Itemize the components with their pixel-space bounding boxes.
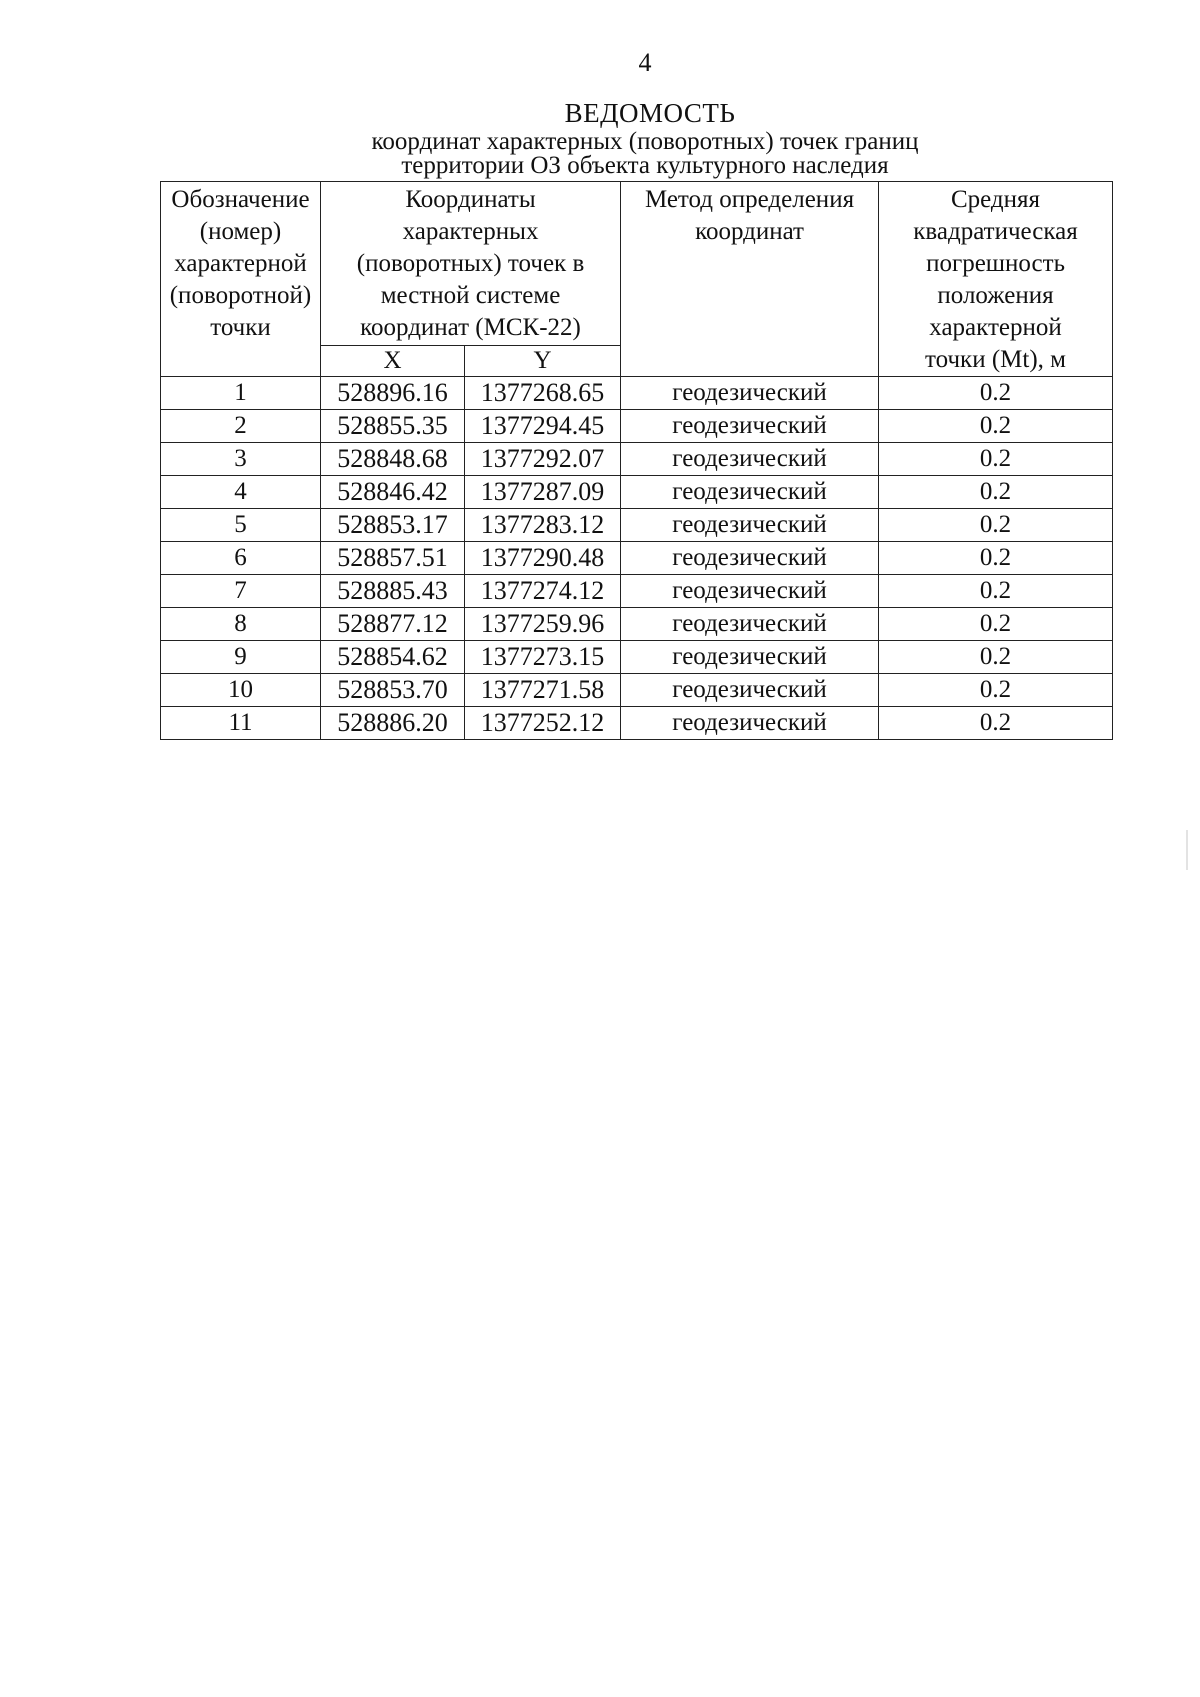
header-coordinates-line: местной системе — [380, 282, 561, 309]
header-point-line: (поворотной) — [169, 282, 312, 309]
cell-point-number: 3 — [161, 443, 321, 476]
document-subtitle-line-1: координат характерных (поворотных) точек границ — [371, 128, 919, 155]
cell-mt: 0.2 — [879, 509, 1113, 542]
cell-x: 528853.70 — [321, 674, 465, 707]
header-coordinates-line: Координаты — [405, 186, 536, 213]
header-error-line: погрешность — [926, 250, 1065, 277]
header-y: Y — [465, 346, 621, 377]
table-header-row — [161, 182, 1113, 346]
cell-x: 528853.17 — [321, 509, 465, 542]
table-row — [161, 542, 1113, 575]
cell-y: 1377259.96 — [465, 608, 621, 641]
cell-mt: 0.2 — [879, 476, 1113, 509]
header-error-line: положения — [937, 282, 1054, 309]
cell-y: 1377290.48 — [465, 542, 621, 575]
header-point-line: точки — [210, 314, 271, 341]
cell-point-number: 6 — [161, 542, 321, 575]
header-mean-square-error — [879, 182, 1113, 377]
cell-y: 1377252.12 — [465, 707, 621, 740]
cell-x: 528886.20 — [321, 707, 465, 740]
document-subtitle-line-2: территории ОЗ объекта культурного наследия — [401, 152, 889, 179]
cell-point-number: 11 — [161, 707, 321, 740]
cell-method: геодезический — [621, 674, 879, 707]
cell-mt: 0.2 — [879, 410, 1113, 443]
cell-x: 528885.43 — [321, 575, 465, 608]
cell-mt: 0.2 — [879, 707, 1113, 740]
table-row — [161, 443, 1113, 476]
header-method-line: Метод определения — [644, 186, 855, 213]
table-row — [161, 674, 1113, 707]
cell-y: 1377274.12 — [465, 575, 621, 608]
cell-y: 1377271.58 — [465, 674, 621, 707]
cell-method: геодезический — [621, 476, 879, 509]
cell-mt: 0.2 — [879, 608, 1113, 641]
header-coordinates — [321, 182, 621, 346]
cell-y: 1377283.12 — [465, 509, 621, 542]
cell-mt: 0.2 — [879, 575, 1113, 608]
cell-point-number: 7 — [161, 575, 321, 608]
cell-method: геодезический — [621, 575, 879, 608]
document-title: ВЕДОМОСТЬ — [564, 98, 736, 128]
cell-y: 1377292.07 — [465, 443, 621, 476]
cell-y: 1377273.15 — [465, 641, 621, 674]
header-error-line: Средняя — [950, 186, 1041, 213]
cell-method: геодезический — [621, 542, 879, 575]
cell-method: геодезический — [621, 377, 879, 410]
cell-method: геодезический — [621, 509, 879, 542]
cell-y: 1377287.09 — [465, 476, 621, 509]
page-number: 4 — [638, 48, 652, 77]
header-error-line: квадратическая — [913, 218, 1078, 245]
cell-method: геодезический — [621, 443, 879, 476]
cell-point-number: 1 — [161, 377, 321, 410]
header-error-line: точки (Mt), м — [925, 346, 1066, 373]
cell-x: 528877.12 — [321, 608, 465, 641]
header-method — [621, 182, 879, 377]
table-row — [161, 377, 1113, 410]
cell-x: 528854.62 — [321, 641, 465, 674]
cell-x: 528896.16 — [321, 377, 465, 410]
table-row — [161, 410, 1113, 443]
table-row — [161, 608, 1113, 641]
cell-point-number: 8 — [161, 608, 321, 641]
table-row — [161, 476, 1113, 509]
header-point-line: Обозначение — [171, 186, 310, 213]
cell-mt: 0.2 — [879, 377, 1113, 410]
cell-method: геодезический — [621, 641, 879, 674]
cell-x: 528855.35 — [321, 410, 465, 443]
cell-mt: 0.2 — [879, 542, 1113, 575]
cell-point-number: 9 — [161, 641, 321, 674]
table-row — [161, 707, 1113, 740]
cell-y: 1377294.45 — [465, 410, 621, 443]
header-x: X — [321, 346, 465, 377]
header-coordinates-line: характерных — [402, 218, 539, 245]
table-row — [161, 509, 1113, 542]
cell-x: 528857.51 — [321, 542, 465, 575]
header-point-line: характерной — [174, 250, 307, 277]
header-coordinates-line: координат (МСК-22) — [360, 314, 581, 341]
cell-x: 528846.42 — [321, 476, 465, 509]
cell-method: геодезический — [621, 410, 879, 443]
cell-method: геодезический — [621, 608, 879, 641]
cell-y: 1377268.65 — [465, 377, 621, 410]
table-row — [161, 575, 1113, 608]
cell-mt: 0.2 — [879, 443, 1113, 476]
cell-x: 528848.68 — [321, 443, 465, 476]
header-point-line: (номер) — [199, 218, 282, 245]
header-point-id — [161, 182, 321, 377]
cell-point-number: 2 — [161, 410, 321, 443]
cell-method: геодезический — [621, 707, 879, 740]
header-method-line: координат — [695, 218, 804, 245]
cell-point-number: 4 — [161, 476, 321, 509]
scan-artifact — [1186, 830, 1188, 870]
table-row — [161, 641, 1113, 674]
cell-point-number: 10 — [161, 674, 321, 707]
header-error-line: характерной — [929, 314, 1062, 341]
header-coordinates-line: (поворотных) точек в — [356, 250, 585, 277]
cell-mt: 0.2 — [879, 641, 1113, 674]
cell-mt: 0.2 — [879, 674, 1113, 707]
cell-point-number: 5 — [161, 509, 321, 542]
coordinates-table — [160, 181, 1113, 740]
